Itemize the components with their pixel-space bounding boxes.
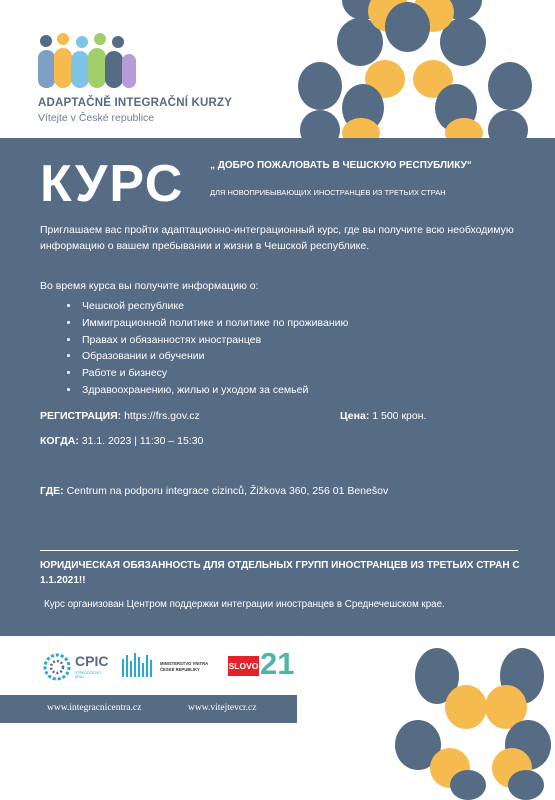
- website-link-integracnicentra[interactable]: www.integracnicentra.cz: [47, 703, 142, 713]
- registration-label: РЕГИСТРАЦИЯ:: [40, 410, 122, 422]
- slovo-number: 21: [260, 646, 295, 681]
- course-heading: КУРС: [40, 155, 185, 213]
- course-audience: ДЛЯ НОВОПРИБЫВАЮЩИХ ИНОСТРАНЦЕВ ИЗ ТРЕТЬИХ СТРАН: [210, 188, 446, 197]
- registration-line: [40, 410, 200, 422]
- brand-title: ADAPTAČNĚ INTEGRAČNÍ KURZY: [38, 97, 233, 109]
- list-item: • Здравоохранению, жилью и уходом за семьей: [80, 382, 348, 399]
- topics-list: [62, 298, 348, 399]
- cpic-logo: [42, 650, 117, 684]
- ministry-logo: [120, 650, 220, 684]
- website-link-vitejtevcr[interactable]: www.vitejtevcr.cz: [188, 703, 257, 713]
- integration-courses-logo: [38, 32, 138, 90]
- location-line: [40, 485, 388, 497]
- website-bar: [0, 695, 297, 723]
- list-item: • Образовании и обучении: [80, 348, 348, 365]
- brand-subtitle: Vítejte v České republice: [38, 112, 155, 124]
- intro-text: Приглашаем вас пройти адаптационно-интеграционный курс, где вы получите всю необходимую информацию о вашем пребывании и жизни в Чешской республике.: [40, 224, 514, 252]
- organizer-note: Курс организован Центром поддержки интеграции иностранцев в Среднечешском крае.: [44, 599, 445, 610]
- partner-logos: [0, 640, 300, 695]
- price-line: [340, 410, 426, 422]
- cpic-emblem-icon: [42, 652, 72, 682]
- location-label: ГДЕ:: [40, 485, 64, 497]
- slovo-label: SLOVO: [228, 656, 259, 676]
- slovo21-logo: [228, 646, 298, 686]
- location-value: Centrum na podporu integrace cizinců, Žižkova 360, 256 01 Benešov: [63, 485, 389, 497]
- ministry-label-2: ČESKÉ REPUBLIKY: [160, 667, 200, 672]
- price-label: Цена:: [340, 410, 370, 422]
- ministry-emblem-icon: [120, 651, 156, 683]
- list-item: • Иммиграционной политике и политике по проживанию: [80, 315, 348, 332]
- date-value: 31.1. 2023 | 11:30 – 15:30: [78, 435, 204, 447]
- date-line: [40, 435, 203, 447]
- divider: [40, 550, 518, 551]
- legal-obligation-notice: ЮРИДИЧЕСКАЯ ОБЯЗАННОСТЬ ДЛЯ ОТДЕЛЬНЫХ ГРУПП ИНОСТРАНЦЕВ ИЗ ТРЕТЬИХ СТРАН С 1.1.2021!!: [40, 560, 520, 586]
- date-label: КОГДА:: [40, 435, 79, 447]
- info-lead: Во время курса вы получите информацию о:: [40, 280, 259, 292]
- list-item: • Правах и обязанностях иностранцев: [80, 332, 348, 349]
- course-title: „ ДОБРО ПОЖАЛОВАТЬ В ЧЕШСКУЮ РЕСПУБЛИКУ“: [210, 160, 472, 171]
- ministry-label-1: MINISTERSTVO VNITRA: [160, 661, 209, 666]
- cpic-label: CPIC: [75, 653, 109, 669]
- registration-link[interactable]: https://frs.gov.cz: [121, 410, 200, 422]
- list-item: • Чешской республике: [80, 298, 348, 315]
- cpic-sub-label: STŘEDOČESKÝ KRAJ: [75, 671, 102, 679]
- price-value: 1 500 крон.: [369, 410, 427, 422]
- list-item: • Работе и бизнесу: [80, 365, 348, 382]
- course-info-panel: [0, 138, 555, 636]
